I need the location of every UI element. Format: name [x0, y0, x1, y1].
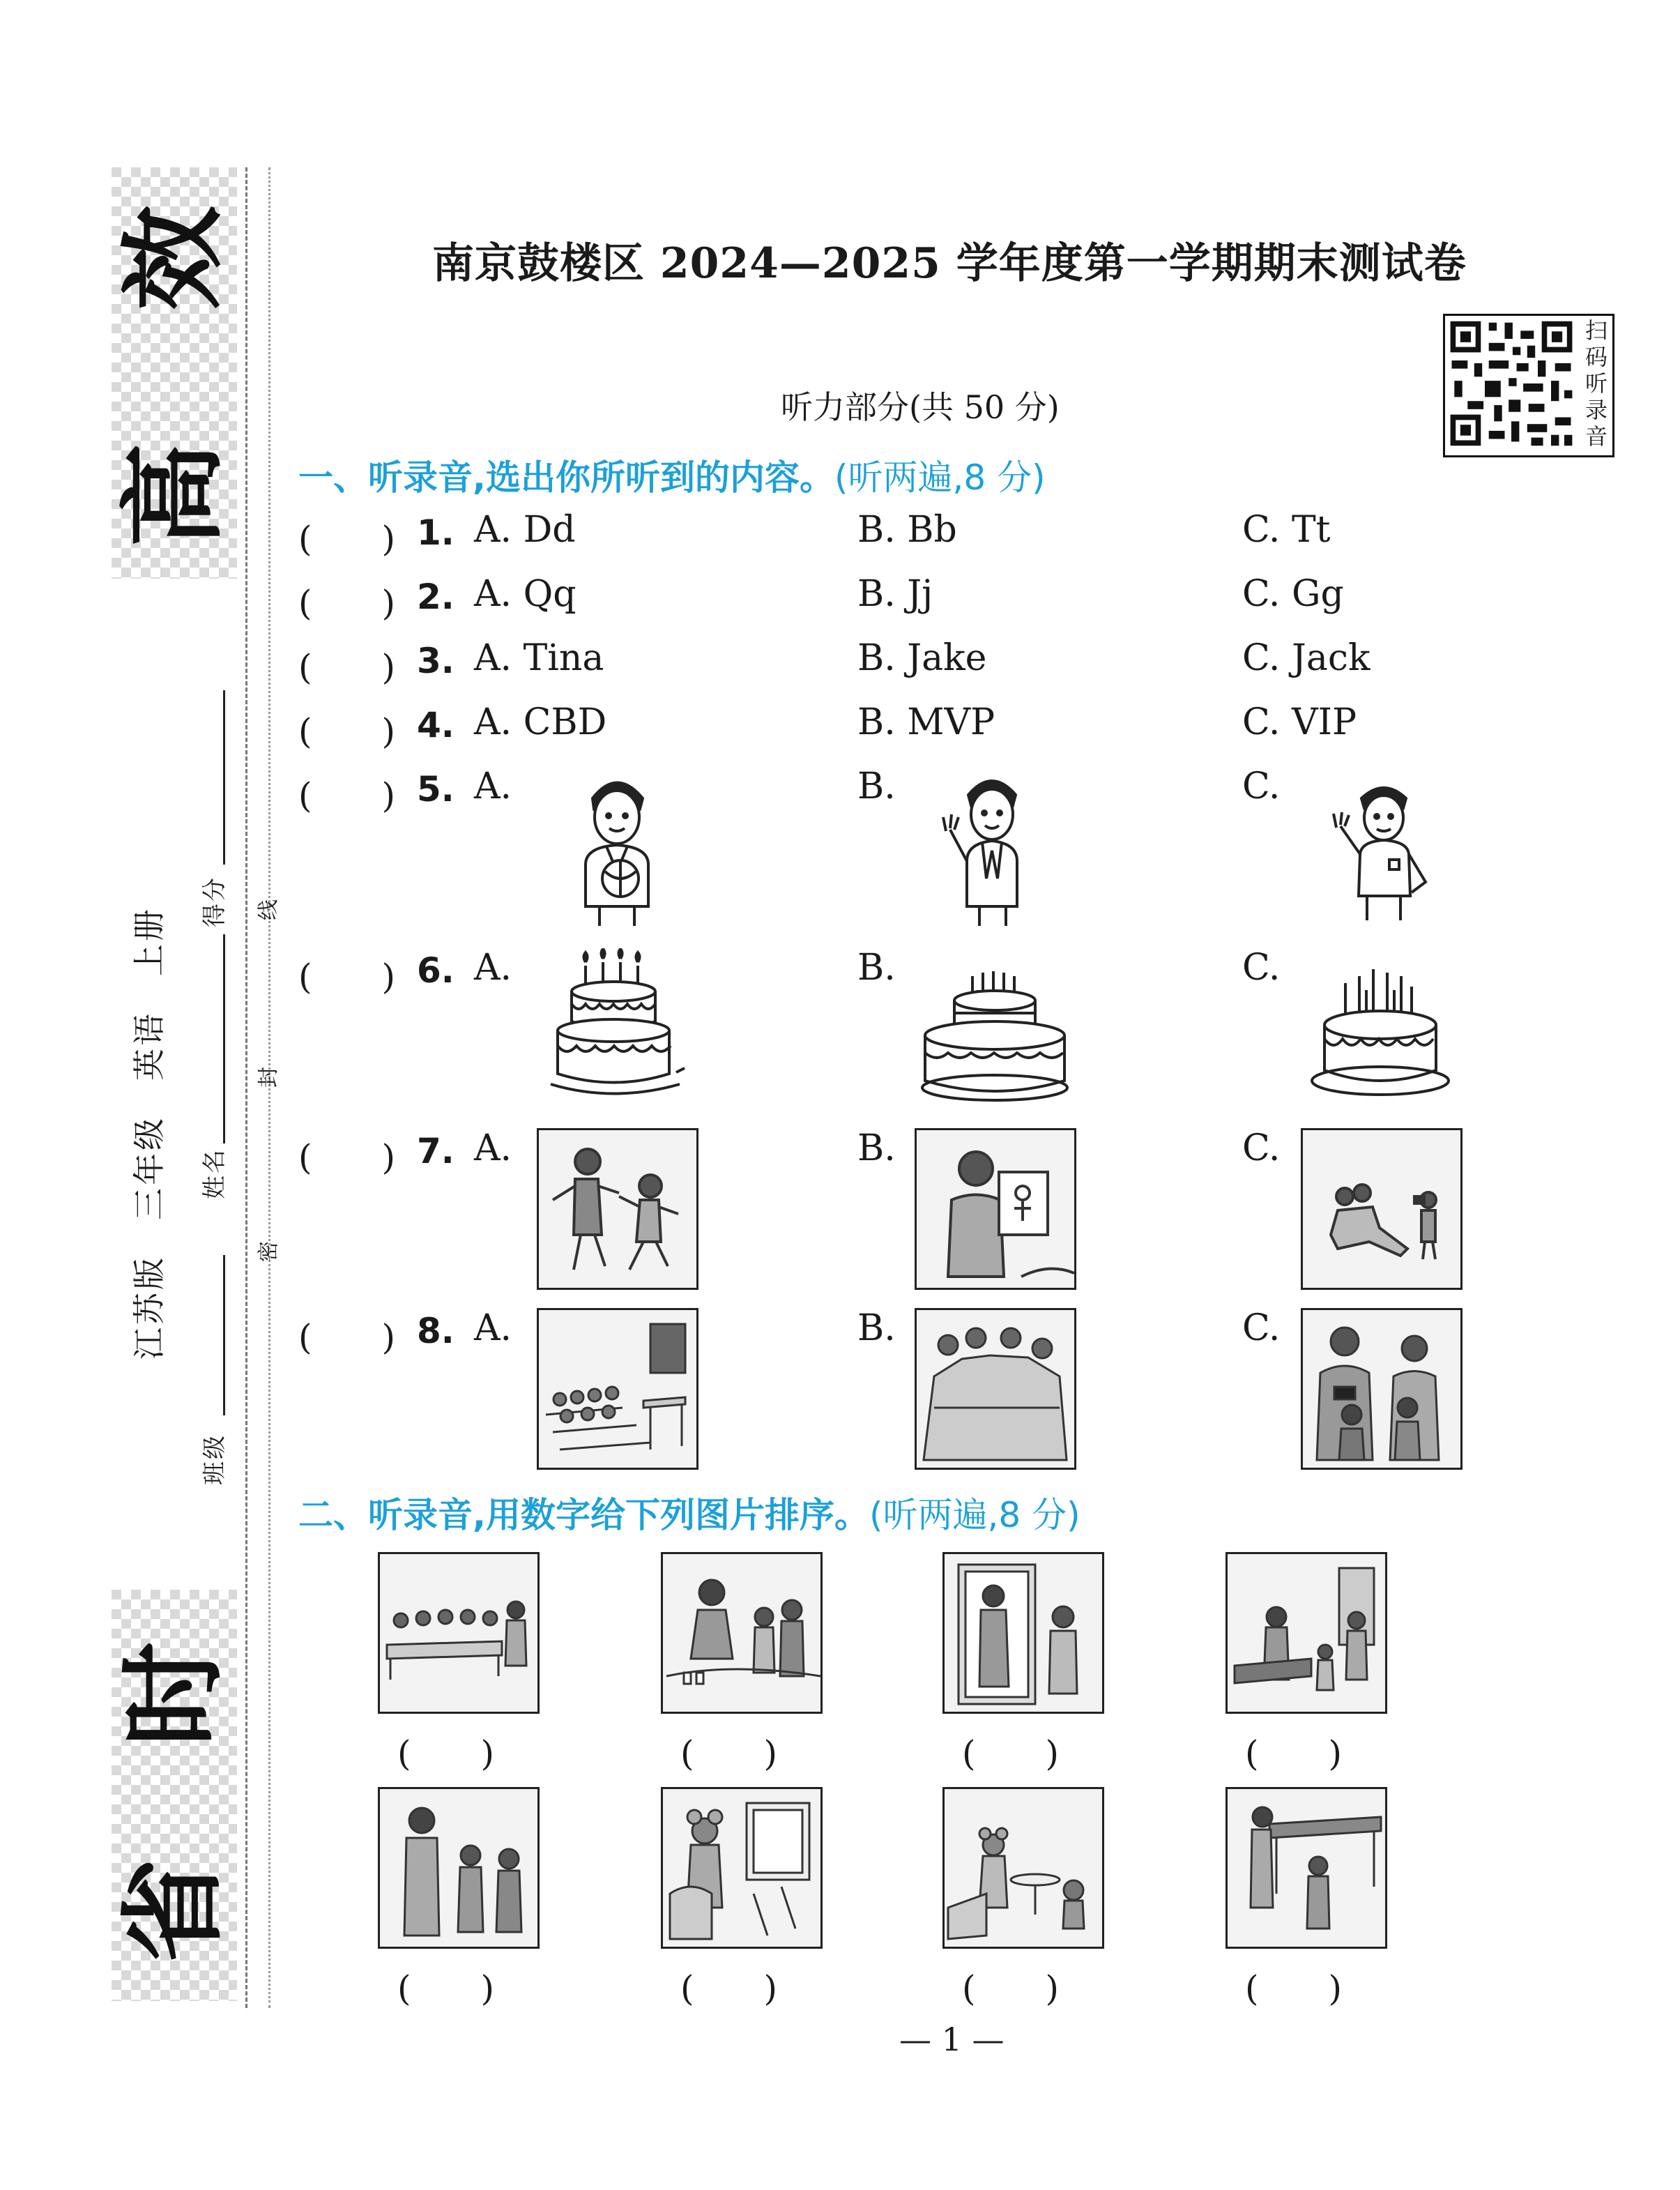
option-a[interactable]: A. CBD	[474, 701, 607, 743]
section2-heading-text: 二、听录音,用数字给下列图片排序。	[298, 1495, 869, 1535]
sort-picture-mice-room[interactable]	[942, 1787, 1104, 1949]
banner-char: 高	[114, 443, 235, 548]
answer-blank[interactable]: ( )	[298, 647, 396, 687]
name-field-label: 姓名	[201, 1148, 229, 1199]
sort-picture-mouse-mirror[interactable]	[661, 1787, 823, 1949]
option-b[interactable]: B. Jj	[857, 573, 933, 615]
section2-heading	[298, 1487, 1080, 1537]
question-number: 5.	[417, 769, 455, 809]
answer-blank[interactable]: ( )	[298, 711, 396, 752]
question-number: 6.	[417, 950, 455, 991]
section1-heading-text: 一、听录音,选出你所听到的内容。	[298, 457, 834, 498]
sort-answer-blank[interactable]: ( )	[962, 1968, 1060, 2009]
question-number: 4.	[417, 705, 455, 745]
section1-note: (听两遍,8 分)	[834, 457, 1046, 498]
kids-dancing-image[interactable]	[537, 1128, 698, 1290]
option-b[interactable]: B.	[857, 766, 896, 807]
question-number: 7.	[417, 1131, 455, 1171]
margin-dash-line	[245, 167, 247, 2008]
banner-char: 效	[114, 206, 235, 311]
class-field-label: 班级	[201, 1434, 229, 1485]
boy-with-ball-image[interactable]	[565, 767, 669, 927]
option-b[interactable]: B.	[857, 1127, 896, 1169]
option-a[interactable]: A. Tina	[474, 637, 604, 679]
sort-answer-blank[interactable]: ( )	[397, 1968, 495, 2009]
option-c[interactable]: C.	[1242, 766, 1281, 807]
score-field-underline	[223, 690, 225, 865]
score-field-label: 得分	[201, 876, 229, 927]
question-number: 2.	[417, 577, 455, 617]
sort-answer-blank[interactable]: ( )	[680, 1968, 778, 2009]
sort-picture-living-room[interactable]	[1225, 1552, 1387, 1714]
answer-blank[interactable]: ( )	[298, 1137, 396, 1178]
answer-blank[interactable]: ( )	[298, 519, 396, 559]
question-number: 1.	[417, 512, 455, 553]
sort-picture-teacher-and-boys[interactable]	[378, 1787, 540, 1949]
option-c[interactable]: C. Gg	[1242, 573, 1344, 615]
cake-four-candles-image[interactable]	[544, 948, 690, 1105]
page-number: — 1 —	[899, 2021, 1005, 2058]
family-in-park-image[interactable]	[1301, 1128, 1463, 1290]
banner-char: 时	[114, 1642, 235, 1747]
page-title: 南京鼓楼区 2024—2025 学年度第一学期期末测试卷	[432, 239, 1467, 288]
part-title: 听力部分(共 50 分)	[781, 388, 1060, 426]
cake-many-candles-image[interactable]	[917, 959, 1074, 1105]
option-b[interactable]: B.	[857, 947, 896, 989]
option-a[interactable]: A. Dd	[474, 509, 576, 551]
option-c[interactable]: C.	[1242, 1127, 1281, 1169]
sort-answer-blank[interactable]: ( )	[680, 1733, 778, 1774]
sort-answer-blank[interactable]: ( )	[1245, 1968, 1343, 2009]
question-number: 8.	[417, 1311, 455, 1351]
class-field-underline	[223, 1255, 225, 1415]
top-banner	[112, 167, 237, 579]
option-a[interactable]: A.	[474, 1307, 512, 1349]
cut-mark: 封	[257, 1067, 281, 1088]
big-family-image[interactable]	[915, 1308, 1076, 1470]
option-a[interactable]: A.	[474, 766, 512, 807]
sort-picture-mother-and-kids[interactable]	[661, 1552, 823, 1714]
option-c[interactable]: C. VIP	[1242, 701, 1357, 743]
sort-answer-blank[interactable]: ( )	[962, 1733, 1060, 1774]
cake-tall-candles-image[interactable]	[1307, 955, 1453, 1105]
boy-showing-picture-image[interactable]	[915, 1128, 1076, 1290]
man-waving-image[interactable]	[1321, 777, 1440, 924]
option-c[interactable]: C.	[1242, 947, 1281, 989]
option-b[interactable]: B. Jake	[857, 637, 987, 679]
banner-char: 省	[114, 1858, 235, 1963]
answer-blank[interactable]: ( )	[298, 1317, 396, 1358]
option-c[interactable]: C. Tt	[1242, 509, 1331, 551]
boy-waving-image[interactable]	[938, 767, 1042, 927]
qr-label: 扫码听录音	[1584, 317, 1608, 450]
option-b[interactable]: B.	[857, 1307, 896, 1349]
sort-answer-blank[interactable]: ( )	[1245, 1733, 1343, 1774]
answer-blank[interactable]: ( )	[298, 775, 396, 816]
option-c[interactable]: C.	[1242, 1307, 1281, 1349]
answer-blank[interactable]: ( )	[298, 583, 396, 623]
option-b[interactable]: B. MVP	[857, 701, 995, 743]
cut-mark: 线	[257, 899, 281, 920]
name-field-underline	[223, 934, 225, 1143]
cut-mark: 密	[257, 1241, 281, 1262]
question-number: 3.	[417, 641, 455, 681]
option-c[interactable]: C. Jack	[1242, 637, 1370, 679]
option-a[interactable]: A. Qq	[474, 573, 576, 615]
family-portrait-image[interactable]	[1301, 1308, 1463, 1470]
margin-dot-line	[268, 167, 270, 2008]
option-a[interactable]: A.	[474, 1127, 512, 1169]
sort-answer-blank[interactable]: ( )	[397, 1733, 495, 1774]
classroom-image[interactable]	[537, 1308, 698, 1470]
option-b[interactable]: B. Bb	[857, 509, 957, 551]
sort-picture-doorway[interactable]	[942, 1552, 1104, 1714]
section2-note: (听两遍,8 分)	[869, 1495, 1080, 1535]
edition-line: 江苏版 三年级 英语 上册	[130, 906, 168, 1360]
answer-blank[interactable]: ( )	[298, 957, 396, 997]
sort-picture-park-bench[interactable]	[1225, 1787, 1387, 1949]
qr-code-icon	[1445, 316, 1578, 451]
section1-heading	[298, 450, 1046, 500]
option-a[interactable]: A.	[474, 947, 512, 989]
sort-picture-classroom[interactable]	[378, 1552, 540, 1714]
bottom-banner	[112, 1590, 237, 2001]
